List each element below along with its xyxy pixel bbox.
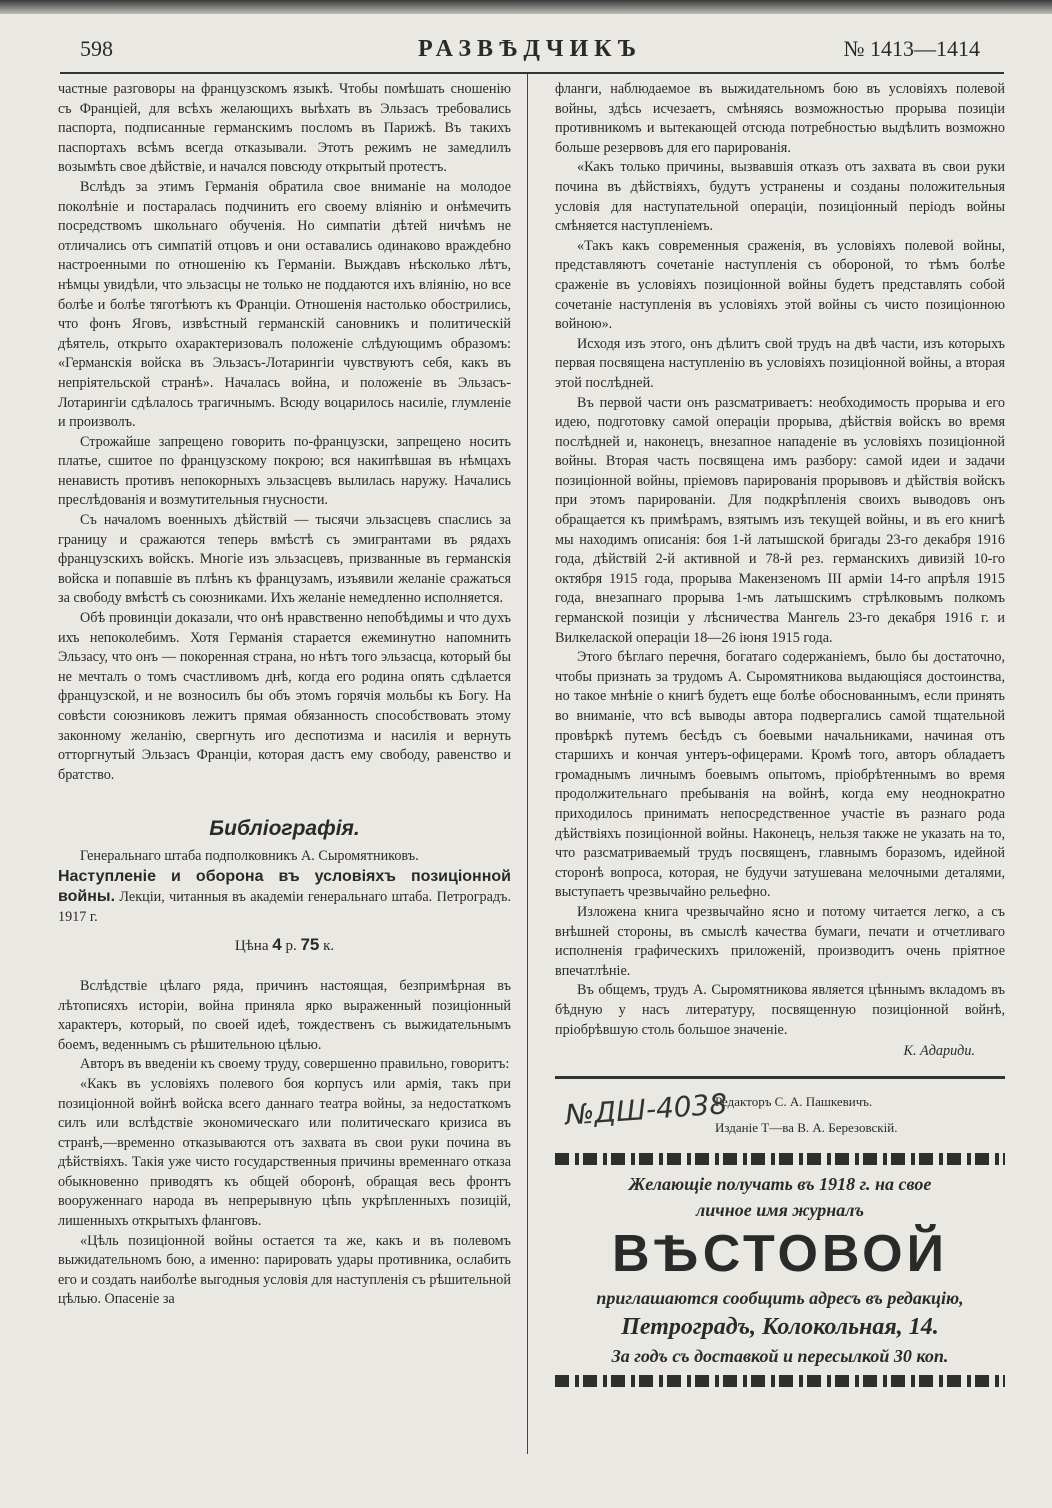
price-rubles-unit: р. [285,938,297,955]
price-label: Цѣна [234,938,269,955]
scan-top-edge [0,0,1052,14]
paragraph: частные разговоры на французскомъ языкѣ. Чтобы помѣшать сношенію съ Франціей, для всѣхъ желающихъ выѣхать въ Эльзасъ требовались паспорта, подписанные германскимъ посломъ въ Парижѣ. Въ такихъ паспортахъ всѣмъ всегда отказывали. Этотъ режимъ не замедлилъ возымѣть свое дѣйствіе, и начался повсюду открытый протестъ. [58,81,511,176]
publisher-line: Изданіе Т—ва В. А. Березовскій. [715,1119,898,1135]
imprint-rule [555,1076,1005,1079]
imprint [555,1089,1005,1141]
price-kopecks: 75 [300,935,320,955]
ad-line: приглашаются сообщить адресъ въ редакцію, [596,1287,964,1308]
price-kopecks-unit: к. [323,938,335,955]
price-rubles: 4 [272,935,282,955]
paragraph: Изложена книга чрезвычайно ясно и потому читается легко, а съ внѣшней стороны, въ смыслѣ качества бумаги, печати и отчетливаго исполненія графическихъ приложеній, производитъ очень пріятное впечатлѣніе. [555,903,1005,979]
paragraph: Вслѣдъ за этимъ Германія обратила свое вниманіе на молодое поколѣніе и постаралась подчинить его своему вліянію и онѣмечить посредствомъ школьнаго обученія. Но симпатіи дѣтей ничѣмъ не отличались отъ симпатій отцовъ и они оставались одинаково враждебно настроенными по отношенію къ Германіи. Выждавъ нѣсколько лѣтъ, нѣмцы увидѣли, что эльзасцы не только не поддаются ихъ вліянію, но все болѣе и болѣе тяготѣютъ къ Франціи. Отношенія настолько обострились, что фонъ Яговъ, извѣстный германскій сановникъ и политическій дѣятель, открыто охарактеризовалъ положеніе слѣдующимъ образомъ: «Германскія войска въ Эльзасъ-Лотарингіи чувствуютъ себя, какъ въ непріятельской странѣ». Началась война, и положеніе въ Эльзасъ-Лотарингіи сдѣлалось трагичнымъ. Всюду воцарилось насиліе, глумленіе и произволъ. [58,178,511,431]
right-column [555,80,1005,1393]
paragraph: Въ общемъ, трудъ А. Сыромятникова является цѣннымъ вкладомъ въ бѣдную у насъ литературу, посвященную позиціонной войнѣ, пріобрѣвшую столь большое значеніе. [555,982,1005,1038]
page-header [80,36,980,66]
ad-line: личное имя журналъ [696,1199,864,1220]
review-paragraph: Вслѣдствіе цѣлаго ряда, причинъ настоящая, безпримѣрная въ лѣтописяхъ исторіи, война приняла ярко выраженный позиціонный характеръ, который, по своей идеѣ, тождественъ съ выжидательнымъ боемъ, веденнымъ съ рѣшительною цѣлью. [58,977,511,1053]
ornament-border-top [555,1153,1005,1165]
header-rule [60,72,1004,74]
paragraph: Въ первой части онъ разсматриваетъ: необходимость прорыва и его идею, подготовку самой операціи прорыва, дѣйствія войскъ во время послѣдней и, наконецъ, внезапное нападеніе въ условіяхъ позиціонной войны. Вторая часть посвящена имъ разбору: самой идеи и задачи позиціонной войны, пріемовъ парированія прорывовъ и дѣйствія войскъ при этомъ парированіи. Для подкрѣпленія своихъ выводовъ онъ обращается къ примѣрамъ, взятымъ изъ текущей войны, и въ его книгѣ мы находимъ описанія: боя 1-й латышской бригады 23-го декабря 1916 года, дѣйствій 2-й активной и 78-й рез. германскихъ дивизій 10-го октября 1915 года, прорыва Макензеномъ III арміи 14-го апрѣля 1915 года, внезапнаго прорыва 1-мъ латышскимъ стрѣлковымъ полкомъ германской позиціи у лѣсничества Мангель 23-го декабря 1916 г. и Вилкелаской операціи 18—26 іюня 1915 года. [555,394,1005,646]
review-quote: «Цѣль позиціонной войны остается та же, какъ и въ полевомъ выжидательномъ бою, а именно: парировать удары противника, ослабить его и создать наиболѣе выгодныя условія для наступленія съ рѣшительной цѣлью. Опасеніе за [58,1232,511,1308]
book-meta: Лекціи, читанныя въ академіи генеральнаго штаба. Петроградъ. 1917 г. [58,889,512,925]
ad-line: Желающіе получать въ 1918 г. на свое [628,1173,932,1194]
review-quote: «Какъ въ условіяхъ полевого боя корпусъ или армія, такъ при позиціонной войнѣ войска всего даннаго театра войны, за недостаткомъ силъ или вслѣдствіе экономическаго или политическаго кризиса въ странѣ,—временно отказываются отъ захвата въ свои руки почина въ дѣйствіяхъ. Такія уже чисто государственныя причины временнаго отказа обыкновенно приводятъ къ общей оборонѣ, обращая весь фронтъ вооруженнаго народа въ непрерывную цѣпь укрѣпленныхъ позицій, лишенныхъ открытыхъ фланговъ. [58,1075,511,1230]
book-price [58,935,511,957]
book-title: Наступленіе и оборона въ условіяхъ позиціонной войны. [58,867,511,906]
left-column [58,80,511,1310]
paragraph: «Такъ какъ современныя сраженія, въ условіяхъ полевой войны, представляютъ сочетаніе наступленія съ обороной, то тѣмъ болѣе сраженіе въ условіяхъ позиціонной войны будетъ представлять собой сочетаніе наступленія въ условіяхъ этой войны съ чисто позиціонною войною». [555,237,1005,333]
journal-title: РАЗВѢДЧИКЪ [418,36,642,62]
paragraph: Обѣ провинціи доказали, что онѣ нравственно непобѣдимы и что духъ ихъ непоколебимъ. Хотя Германія старается ежеминутно напомнить Эльзасу, что онъ — покоренная страна, но нѣтъ того эльзасца, который бы не мечталъ о томъ счастливомъ днѣ, когда его родина опять сдѣлается французской, и не возносилъ бы объ этомъ горячія мольбы къ Богу. На совѣсти союзниковъ лежитъ прямая обязанность способствовать этому законному желанію, свергнуть иго деспотизма и насилія и вернуть отторгнутый Эльзасъ Франціи, которая дастъ ему свободу, равенство и братство. [58,610,511,783]
ad-journal-name: ВѢСТОВОЙ [611,1224,948,1283]
page-number: 598 [80,36,113,61]
editor-line: Редакторъ С. А. Пашкевичъ. [715,1093,873,1109]
paragraph: «Какъ только причины, вызвавшія отказъ отъ захвата въ свои руки почина въ дѣйствіяхъ, будутъ устранены и созданы положительныя условія для наступательной операціи, позиціонный періодъ войны смѣняется наступленіемъ. [555,159,1005,235]
column-divider [527,74,528,1454]
ad-subscription-price: За годъ съ доставкой и пересылкой 30 коп. [611,1345,949,1366]
book-author: Генеральнаго штаба подполковникъ А. Сыромятниковъ. [80,847,419,864]
review-signature: К. Адариди. [903,1043,975,1060]
ornament-border-bottom [555,1375,1005,1387]
advertisement [555,1153,1005,1387]
paragraph: Этого бѣглаго перечня, богатаго содержаніемъ, было бы достаточно, чтобы признать за трудомъ А. Сыромятникова выдающіяся достоинства, но такое мнѣніе о книгѣ будетъ еще болѣе обоснованнымъ, если принять во вниманіе, что всѣ выводы автора подвергались самой тщательной провѣркѣ путемъ бесѣдъ съ боевыми начальниками, начиная отъ старшихъ и кончая унтеръ-офицерами. Кромѣ того, авторъ обладаетъ громаднымъ личнымъ боевымъ опытомъ, пріобрѣтеннымъ во время продолжительнаго пребыванія на войнѣ, когда ему неоднократно приходилось принимать непосредственное участіе въ разнаго рода дѣйствіяхъ позиціонной войны. Наконецъ, нельзя также не указать на то, что разсматриваемый трудъ посвященъ, главнымъ боразомъ, идейной сторонѣ вопроса, которая, не будучи затушевана мелочными деталями, выступаетъ чрезвычайно рельефно. [555,649,1005,901]
section-heading-bibliography: Библіографія. [209,817,360,841]
handwritten-archive-mark: №ДШ-4038 [564,1087,729,1132]
paragraph: Исходя изъ этого, онъ дѣлитъ свой трудъ на двѣ части, изъ которыхъ первая посвящена наступленію въ условіяхъ позиціонной войны, а вторая этой послѣдней. [555,335,1005,391]
review-paragraph: Авторъ въ введеніи къ своему труду, совершенно правильно, говоритъ: [80,1056,510,1073]
ad-address: Петроградъ, Колокольная, 14. [621,1313,939,1340]
paragraph: Съ началомъ военныхъ дѣйствій — тысячи эльзасцевъ спаслись за границу и сражаются теперь вмѣстѣ съ эмигрантами въ рядахъ французскихъ войскъ. Многіе изъ эльзасцевъ, призванные въ германскія войска и попавшіе въ плѣнъ къ французамъ, изъявили желаніе сражаться за свободу вмѣстѣ съ союзниками. Ихъ желаніе немедленно исполняется. [58,512,511,607]
paragraph: Строжайше запрещено говорить по-французски, запрещено носить платье, сшитое по французскому покрою; вся накипѣвшая въ нѣмцахъ ненависть противъ непокорныхъ эльзасцевъ вылилась наружу. Начались преслѣдованія и возмутительныя гнусности. [58,433,511,509]
book-entry [58,867,511,928]
paragraph: фланги, наблюдаемое въ выжидательномъ бою въ условіяхъ полевой войны, здѣсь исчезаетъ, смѣняясь возможностью прорыва позиціи противникомъ и вытекающей отсюда потребностью выдѣлить возможно больше резервовъ для его парированія. [555,81,1005,156]
issue-number: № 1413—1414 [843,36,980,61]
